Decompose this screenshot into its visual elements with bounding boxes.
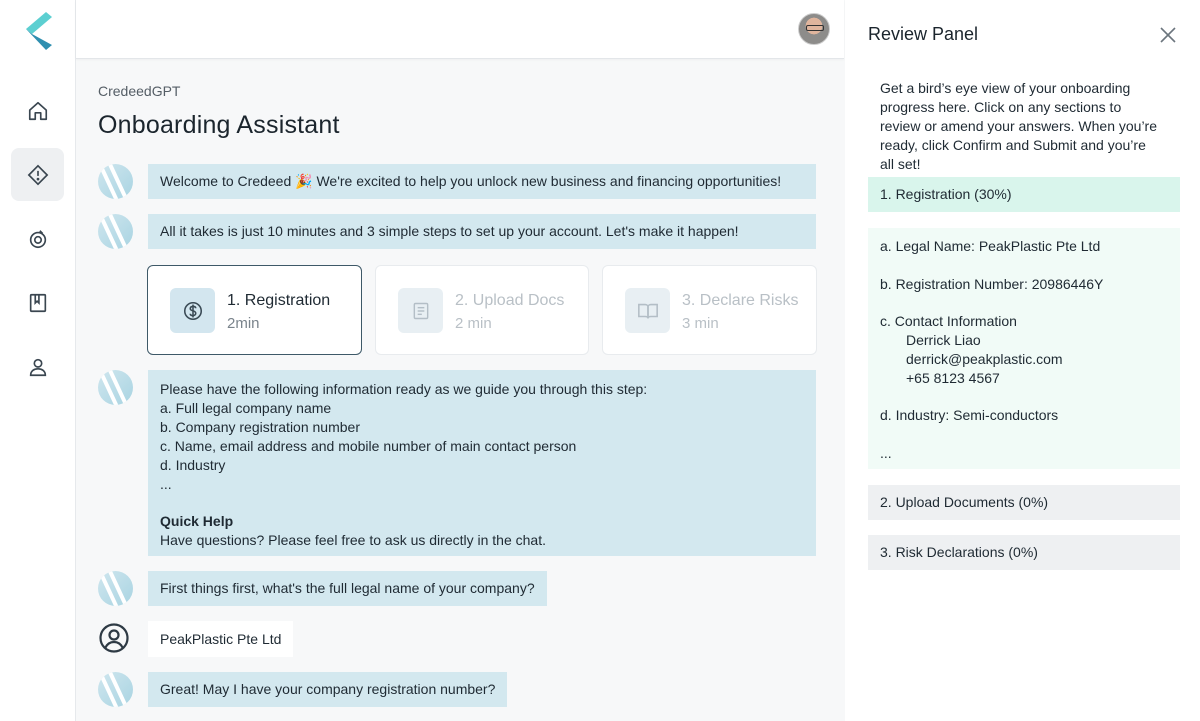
bot-message-prep <box>148 370 816 556</box>
credeed-logo[interactable] <box>22 12 54 50</box>
contact-email: derrick@peakplastic.com <box>906 351 1063 367</box>
prep-item: b. Company registration number <box>160 419 360 435</box>
reg-number-row[interactable]: b. Registration Number: 20986446Y <box>880 276 1104 292</box>
industry-row[interactable]: d. Industry: Semi-conductors <box>880 407 1059 423</box>
prep-line: Please have the following information ready as we guide you through this step: <box>160 381 648 397</box>
document-icon <box>398 288 443 333</box>
section-registration[interactable]: 1. Registration (30%) <box>868 177 1180 212</box>
dollar-icon <box>170 288 215 333</box>
close-icon[interactable] <box>1158 25 1178 45</box>
bot-message-welcome: Welcome to Credeed 🎉 We're excited to help you unlock new business and financing opportunities! <box>148 164 816 199</box>
bot-avatar <box>98 164 133 199</box>
user-message-name: PeakPlastic Pte Ltd <box>148 621 293 657</box>
home-icon <box>27 100 49 122</box>
prep-item: d. Industry <box>160 457 226 473</box>
registration-details <box>868 228 1180 469</box>
bot-message-question-name: First things first, what's the full legal name of your company? <box>148 571 547 606</box>
alert-diamond-icon <box>27 164 49 186</box>
prep-more: ... <box>160 476 172 492</box>
quick-help-title: Quick Help <box>160 513 234 529</box>
user-icon <box>27 356 49 378</box>
contact-phone: +65 8123 4567 <box>906 370 1000 386</box>
nav-tasks[interactable] <box>11 212 64 265</box>
nav-library[interactable] <box>11 276 64 329</box>
step-title: 2. Upload Docs <box>455 292 565 309</box>
step-title: 3. Declare Risks <box>682 292 799 309</box>
prep-item: a. Full legal company name <box>160 400 332 416</box>
bot-avatar <box>98 214 133 249</box>
step-title: 1. Registration <box>227 292 331 309</box>
top-bar <box>76 0 844 59</box>
section-upload-documents[interactable]: 2. Upload Documents (0%) <box>868 485 1180 520</box>
bot-message-steps: All it takes is just 10 minutes and 3 simple steps to set up your account. Let's make it happen! <box>148 214 816 249</box>
sidebar <box>0 0 76 721</box>
chat-area <box>76 59 844 721</box>
open-book-icon <box>625 288 670 333</box>
review-panel <box>845 0 1200 721</box>
book-icon <box>27 292 49 314</box>
quick-help-text: Have questions? Please feel free to ask us directly in the chat. <box>160 532 546 548</box>
panel-title: Review Panel <box>868 24 979 44</box>
nav-home[interactable] <box>11 84 64 137</box>
step-time: 3 min <box>682 315 719 332</box>
prep-item: c. Name, email address and mobile number of main contact person <box>160 438 577 454</box>
panel-description: Get a bird’s eye view of your onboarding progress here. Click on any sections to review or amend your answers. When you’re ready, click Confirm and Submit and you’re all set! <box>880 80 1158 172</box>
step-time: 2min <box>227 315 260 332</box>
target-icon <box>27 228 49 250</box>
user-circle-icon <box>98 622 130 654</box>
contact-info-label[interactable]: c. Contact Information <box>880 313 1017 329</box>
breadcrumb: CredeedGPT <box>98 83 181 99</box>
bot-avatar <box>98 370 133 405</box>
step-card-upload-docs[interactable] <box>375 265 589 355</box>
bot-avatar <box>98 672 133 707</box>
more-ellipsis: ... <box>880 445 892 461</box>
page-title: Onboarding Assistant <box>98 111 340 139</box>
user-avatar[interactable] <box>798 13 830 45</box>
step-card-declare-risks[interactable] <box>602 265 817 355</box>
bot-avatar <box>98 571 133 606</box>
nav-profile[interactable] <box>11 340 64 393</box>
contact-name: Derrick Liao <box>906 332 981 348</box>
step-card-registration[interactable] <box>147 265 362 355</box>
bot-message-question-reg: Great! May I have your company registration number? <box>148 672 507 707</box>
legal-name-row[interactable]: a. Legal Name: PeakPlastic Pte Ltd <box>880 238 1101 254</box>
nav-alert[interactable] <box>11 148 64 201</box>
step-time: 2 min <box>455 315 492 332</box>
section-risk-declarations[interactable]: 3. Risk Declarations (0%) <box>868 535 1180 570</box>
